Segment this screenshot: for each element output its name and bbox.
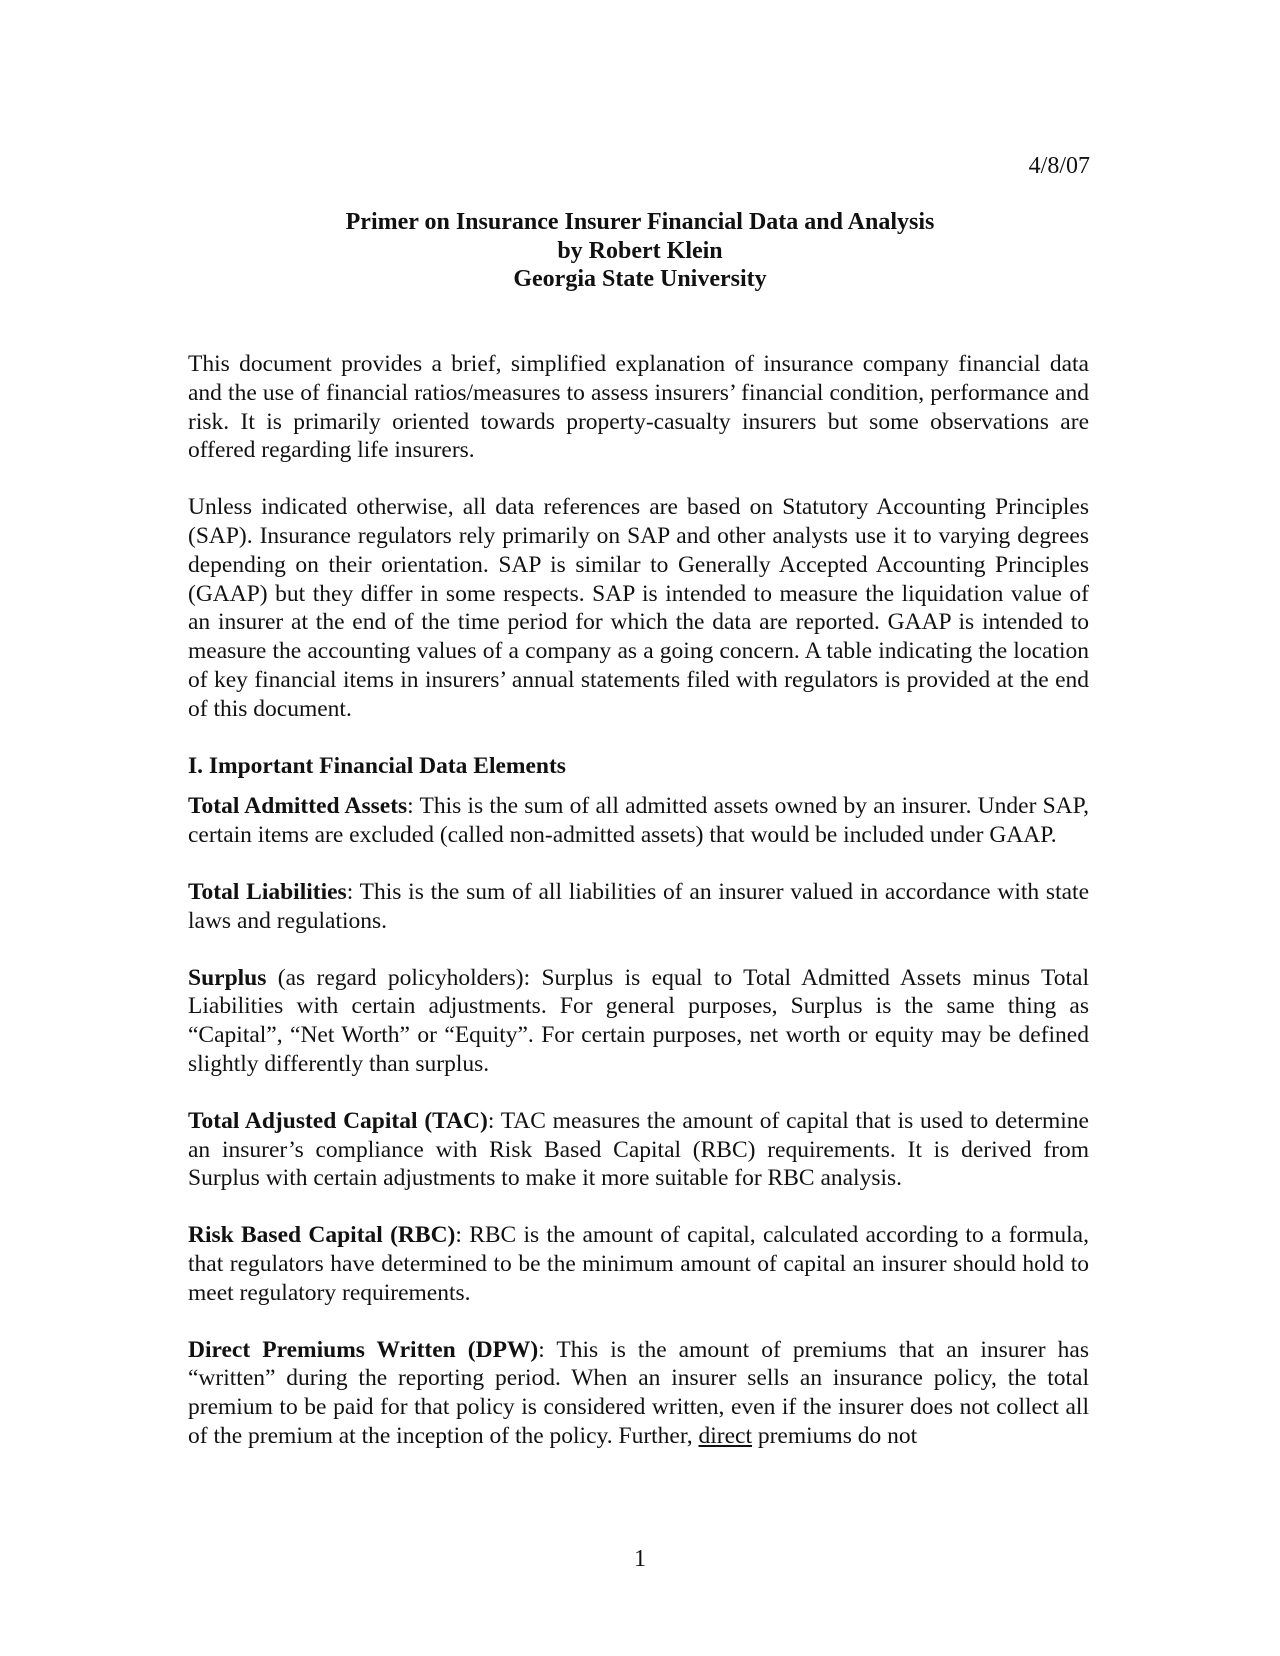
definition-total-liabilities <box>188 878 1089 936</box>
definition-text: : This is the sum of all liabilities of an insurer valued in accordance with state laws and regulations. <box>188 878 1089 934</box>
intro-paragraph-1: This document provides a brief, simplified explanation of insurance company financial data and the use of financial ratios/measures to assess insurers’ financial condition, performance and risk. It is primarily oriented towards property-casualty insurers but some observations are offered regarding life insurers. <box>188 351 1089 464</box>
section-heading: I. Important Financial Data Elements <box>188 752 566 779</box>
document-title-block <box>0 208 1280 294</box>
definition-direct-premiums-written <box>188 1336 1089 1451</box>
definition-total-adjusted-capital <box>188 1107 1089 1193</box>
definition-term: Total Liabilities <box>188 878 347 905</box>
definition-term: Direct Premiums Written (DPW) <box>188 1336 539 1363</box>
document-affiliation: Georgia State University <box>513 266 767 292</box>
definition-text: : This is the sum of all admitted assets owned by an insurer. Under SAP, certain items are excluded (called non-admitted assets) that would be included under GAAP. <box>188 793 1089 849</box>
page-number: 1 <box>634 1546 646 1572</box>
document-date: 4/8/07 <box>1028 153 1090 179</box>
definition-term: Surplus <box>188 964 267 991</box>
definition-text: (as regard policyholders): Surplus is equal to Total Admitted Assets minus Total Liabilities with certain adjustments. For general purposes, Surplus is the same thing as “Capital”, “Net Worth” or “Equity”. For certain purposes, net worth or equity may be defined slightly differently than surplus. <box>188 964 1089 1077</box>
definition-underlined-word: direct <box>698 1422 752 1449</box>
definition-surplus <box>188 964 1089 1079</box>
definition-term: Risk Based Capital (RBC) <box>188 1222 456 1249</box>
document-body <box>188 350 1089 1451</box>
definition-total-admitted-assets <box>188 792 1089 850</box>
definition-text: : This is the amount of premiums that an insurer has “written” during the reporting period. When an insurer sells an insurance policy, the total premium to be paid for that policy is considered written, even if the insurer does not collect all of the premium at the inception of the policy. Further, <box>188 1336 1089 1449</box>
definition-risk-based-capital <box>188 1221 1089 1307</box>
definition-term: Total Adjusted Capital (TAC) <box>188 1107 488 1134</box>
definition-text: : TAC measures the amount of capital that is used to determine an insurer’s compliance with Risk Based Capital (RBC) requirements. It is derived from Surplus with certain adjustments to make it more suitable for RBC analysis. <box>188 1107 1089 1192</box>
definition-text: : RBC is the amount of capital, calculated according to a formula, that regulators have determined to be the minimum amount of capital an insurer should hold to meet regulatory requirements. <box>188 1222 1089 1306</box>
definition-text-continued: premiums do not <box>751 1422 918 1449</box>
document-title: Primer on Insurance Insurer Financial Data and Analysis <box>345 209 935 235</box>
intro-paragraph-2: Unless indicated otherwise, all data references are based on Statutory Accounting Principles (SAP). Insurance regulators rely primarily on SAP and other analysts use it to varying degrees depending on their orientation. SAP is similar to Generally Accepted Accounting Principles (GAAP) but they differ in some respects. SAP is intended to measure the liquidation value of an insurer at the end of the time period for which the data are reported. GAAP is intended to measure the accounting values of a company as a going concern. A table indicating the location of key financial items in insurers’ annual statements filed with regulators is provided at the end of this document. <box>188 494 1089 722</box>
definition-term: Total Admitted Assets <box>188 793 408 820</box>
document-author: by Robert Klein <box>557 237 723 264</box>
